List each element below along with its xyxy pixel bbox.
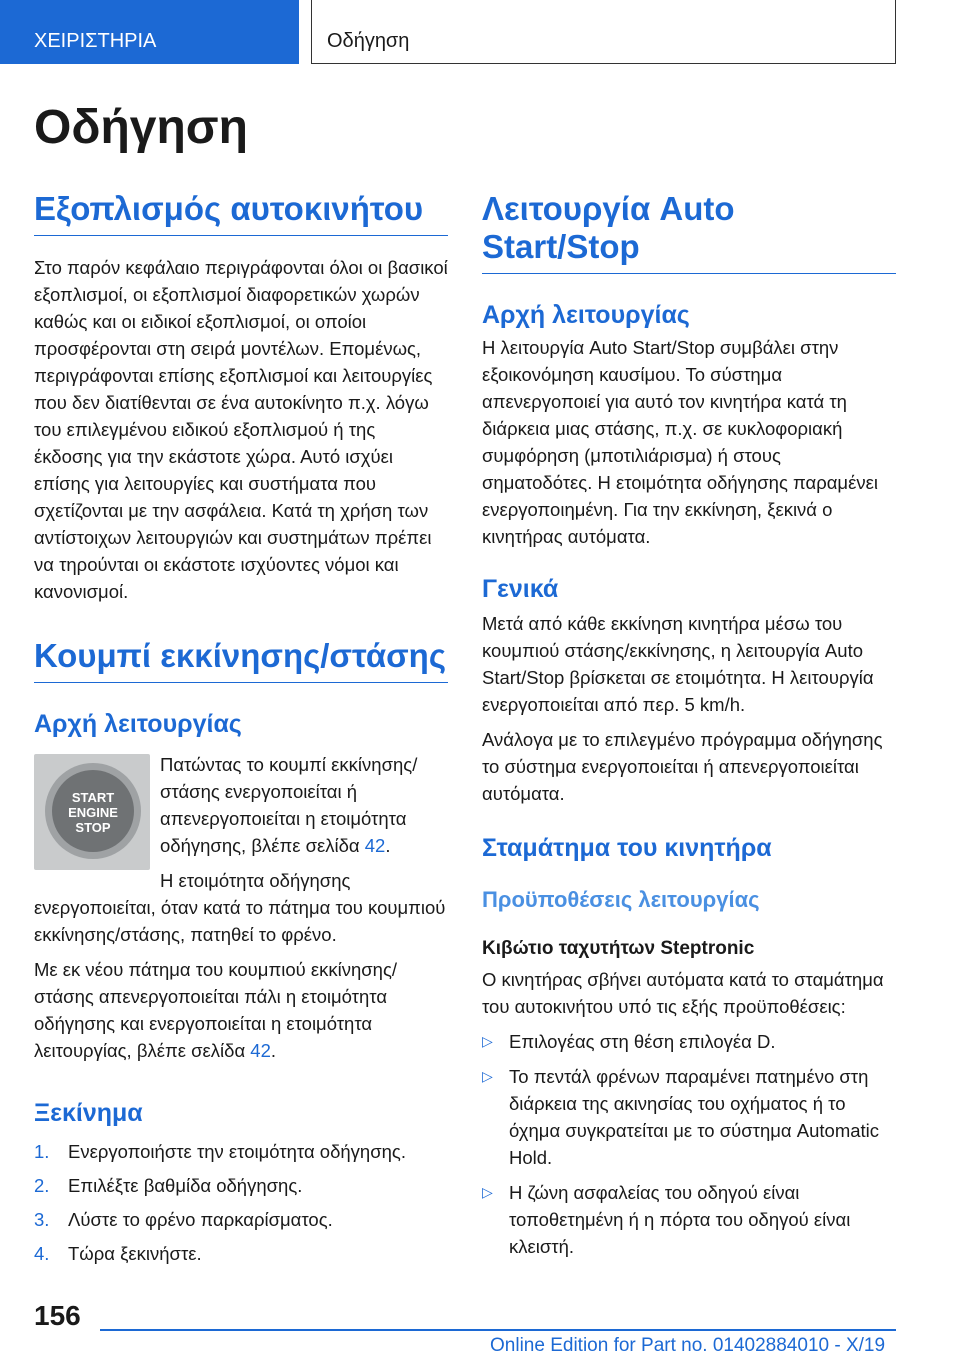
left-column	[34, 190, 448, 1274]
equipment-heading: Εξοπλισμός αυτοκινήτου	[34, 190, 448, 236]
chapter-header: Οδήγηση	[311, 0, 896, 64]
condition-text: Επιλογέας στη θέση επιλογέα D.	[509, 1030, 776, 1052]
step-number: 4.	[34, 1242, 50, 1264]
step-item	[34, 1138, 448, 1165]
step-number: 1.	[34, 1140, 50, 1162]
section-tab: ΧΕΙΡΙΣΤΗΡΙΑ	[0, 0, 299, 64]
start-stop-paragraph-3	[34, 956, 448, 1064]
condition-text: Το πεντάλ φρένων παραμένει πατημένο στη διάρκεια της ακινησίας του οχήματος ή το όχημα συγκρατείται με το σύστημα Automatic Hold.	[509, 1065, 880, 1168]
footer-edition: Online Edition for Part no. 01402884010 - X/19	[490, 1335, 886, 1356]
step-number: 2.	[34, 1174, 50, 1196]
button-label-engine: ENGINE	[68, 804, 118, 820]
right-column	[482, 190, 896, 1268]
step-item	[34, 1206, 448, 1233]
triangle-bullet-icon: ▷	[482, 1032, 493, 1049]
starting-steps	[34, 1138, 448, 1267]
button-ring	[45, 763, 141, 859]
p1-end: .	[385, 834, 391, 856]
general-heading: Γενικά	[482, 574, 559, 603]
step-text: Λύστε το φρένο παρκαρίσματος.	[68, 1208, 333, 1230]
condition-item	[482, 1028, 896, 1055]
button-label-stop: STOP	[75, 819, 111, 835]
auto-principle-heading: Αρχή λειτουργίας	[482, 300, 690, 329]
p1-text: Πατώντας το κουμπί εκκίνησης/στάσης ενεργοποιείται ή απενεργοποιείται η ετοιμότητα οδήγησης, βλέπε σελίδα	[160, 753, 418, 856]
page-title: Οδήγηση	[34, 101, 248, 154]
button-label-start: START	[71, 789, 115, 805]
gearbox-text: Ο κινητήρας σβήνει αυτόματα κατά το σταμάτημα του αυτοκινήτου υπό τις εξής προϋποθέσεις:	[482, 968, 884, 1017]
starting-heading: Ξεκίνημα	[34, 1098, 143, 1127]
step-number: 3.	[34, 1208, 50, 1230]
auto-principle-text: Η λειτουργία Auto Start/Stop συμβάλει στην εξοικονόμηση καυσίμου. Το σύστημα απενεργοποιεί για αυτό τον κινητήρα κατά τη διάρκεια μιας στάσης, π.χ. σε κυκλοφοριακή συμφόρηση (μποτιλιάρισμα) ή στους σηματοδότες. Η ετοιμότητα οδήγησης παραμένει ενεργοποιημένη. Για την εκκίνηση, ξεκινά ο κινητήρας αυτόματα.	[482, 336, 878, 547]
general-paragraph-2: Ανάλογα με το επιλεγμένο πρόγραμμα οδήγησης το σύστημα ενεργοποιείται ή απενεργοποιείται αυτόματα.	[482, 728, 883, 804]
power-button-icon	[52, 770, 134, 852]
start-stop-paragraph-2: Η ετοιμότητα οδήγησης ενεργοποιείται, όταν κατά το πάτημα του κουμπιού εκκίνησης/στάσης, πατηθεί το φρένο.	[34, 869, 446, 945]
page-number: 156	[34, 1300, 81, 1331]
start-stop-heading: Κουμπί εκκίνησης/στάσης	[34, 637, 448, 683]
equipment-text: Στο παρόν κεφάλαιο περιγράφονται όλοι οι βασικοί εξοπλισμοί, οι εξοπλισμοί διαφορετικών χωρών καθώς και οι ειδικοί εξοπλισμοί, οι οποίοι προσφέρονται στη σειρά μοντέλων. Επομένως, περιγράφονται επίσης εξοπλισμοί και λειτουργίες που δεν διατίθενται σε ένα αυτοκίνητο π.χ. λόγω του επιλεγμένου ειδικού εξοπλισμού ή της έκδοσης για την εκάστοτε χώρα. Αυτό ισχύει επίσης για λειτουργίες και συστήματα που σχετίζονται με την ασφάλεια. Κατά τη χρήση των αντίστοιχων λειτουργιών και συστημάτων πρέπει να τηρούνται οι εκάστοτε ισχύοντες νόμοι και κανονισμοί.	[34, 256, 448, 602]
step-text: Ενεργοποιήστε την ετοιμότητα οδήγησης.	[68, 1140, 406, 1162]
triangle-bullet-icon: ▷	[482, 1183, 493, 1200]
engine-stop-heading: Σταμάτημα του κινητήρα	[482, 833, 772, 862]
start-stop-button-image	[34, 754, 150, 870]
gearbox-heading: Κιβώτιο ταχυτήτων Steptronic	[482, 938, 755, 960]
triangle-bullet-icon: ▷	[482, 1067, 493, 1084]
start-stop-section	[34, 751, 448, 1064]
p3-end: .	[270, 1039, 277, 1061]
auto-start-stop-heading: Λειτουργία Auto Start/Stop	[482, 190, 896, 274]
condition-text: Η ζώνη ασφαλείας του οδηγού είναι τοποθετημένη ή η πόρτα του οδηγού είναι κλειστή.	[509, 1181, 851, 1257]
page-link-42[interactable]: 42	[364, 834, 386, 856]
conditions-heading: Προϋποθέσεις λειτουργίας	[482, 886, 760, 912]
conditions-list	[482, 1028, 896, 1260]
step-item	[34, 1172, 448, 1199]
step-item	[34, 1240, 448, 1267]
condition-item	[482, 1063, 896, 1171]
step-text: Επιλέξτε βαθμίδα οδήγησης.	[68, 1174, 303, 1196]
general-paragraph-1: Μετά από κάθε εκκίνηση κινητήρα μέσω του κουμπιού στάσης/εκκίνησης, η λειτουργία Auto Start/Stop βρίσκεται σε ετοιμότητα. Η λειτουργία ενεργοποιείται από περ. 5 km/h.	[482, 612, 874, 715]
page-link-42-second[interactable]: 42	[250, 1039, 271, 1061]
step-text: Τώρα ξεκινήστε.	[68, 1242, 202, 1264]
p3-text: Με εκ νέου πάτημα του κουμπιού εκκίνησης/στάσης απενεργοποιείται πάλι η ετοιμότητα οδήγησης και ενεργοποιείται η ετοιμότητα λειτουργίας, βλέπε σελίδα	[34, 958, 398, 1061]
condition-item	[482, 1179, 896, 1260]
start-stop-principle-heading: Αρχή λειτουργίας	[34, 709, 242, 738]
footer-divider	[100, 1329, 896, 1331]
